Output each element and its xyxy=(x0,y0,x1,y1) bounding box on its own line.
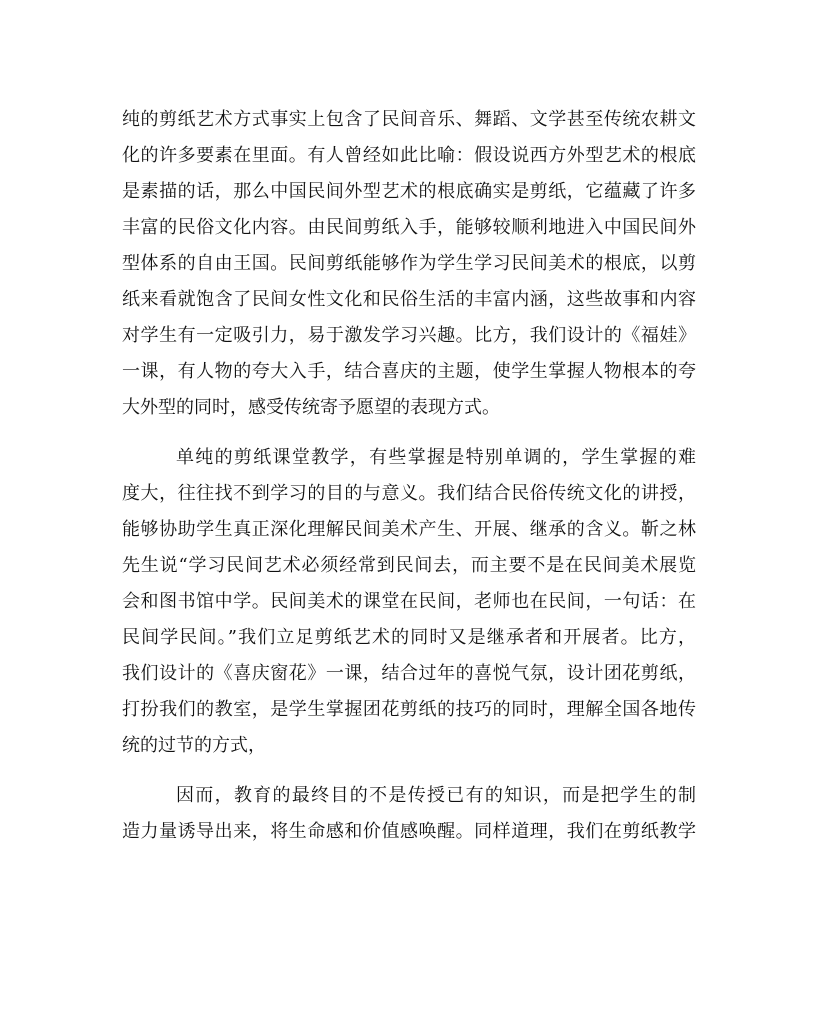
paragraph-spacing xyxy=(122,426,696,440)
document-body xyxy=(122,102,696,850)
text-line: 对学生有一定吸引力，易于激发学习兴趣。比方，我们设计的《福娃》 xyxy=(122,325,696,346)
text-line: 会和图书馆中学。民间美术的课堂在民间，老师也在民间，一句话：在 xyxy=(122,591,696,612)
text-line: 一课，有人物的夸大入手，结合喜庆的主题，使学生掌握人物根本的夸 xyxy=(122,361,696,382)
text-line: 统的过节的方式， xyxy=(122,735,266,756)
text-line: 民间学民间。”我们立足剪纸艺术的同时又是继承者和开展者。比方， xyxy=(122,627,696,648)
text-line: 型体系的自由王国。民间剪纸能够作为学生学习民间美术的根底，以剪 xyxy=(122,253,696,274)
paragraph-1 xyxy=(122,102,696,426)
text-line: 度大，往往找不到学习的目的与意义。我们结合民俗传统文化的讲授， xyxy=(122,483,696,504)
text-line: 化的许多要素在里面。有人曾经如此比喻：假设说西方外型艺术的根底 xyxy=(122,145,696,166)
paragraph-3 xyxy=(122,778,696,850)
text-line: 因而，教育的最终目的不是传授已有的知识，而是把学生的制 xyxy=(176,785,696,806)
text-line: 丰富的民俗文化内容。由民间剪纸入手，能够较顺利地进入中国民间外 xyxy=(122,217,696,238)
text-line: 是素描的话，那么中国民间外型艺术的根底确实是剪纸，它蕴藏了许多 xyxy=(122,181,696,202)
text-line: 纸来看就饱含了民间女性文化和民俗生活的丰富内涵，这些故事和内容 xyxy=(122,289,696,310)
paragraph-2 xyxy=(122,440,696,764)
text-line: 大外型的同时，感受传统寄予愿望的表现方式。 xyxy=(122,397,500,418)
text-line: 打扮我们的教室，是学生掌握团花剪纸的技巧的同时，理解全国各地传 xyxy=(122,699,696,720)
text-line: 我们设计的《喜庆窗花》一课，结合过年的喜悦气氛，设计团花剪纸， xyxy=(122,663,696,684)
text-line: 造力量诱导出来，将生命感和价值感唤醒。同样道理，我们在剪纸教学 xyxy=(122,821,696,842)
text-line: 先生说“学习民间艺术必须经常到民间去，而主要不是在民间美术展览 xyxy=(122,555,696,576)
text-line: 能够协助学生真正深化理解民间美术产生、开展、继承的含义。靳之林 xyxy=(122,519,696,540)
text-line: 纯的剪纸艺术方式事实上包含了民间音乐、舞蹈、文学甚至传统农耕文 xyxy=(122,109,696,130)
paragraph-spacing xyxy=(122,764,696,778)
text-line: 单纯的剪纸课堂教学，有些掌握是特别单调的，学生掌握的难 xyxy=(176,447,696,468)
